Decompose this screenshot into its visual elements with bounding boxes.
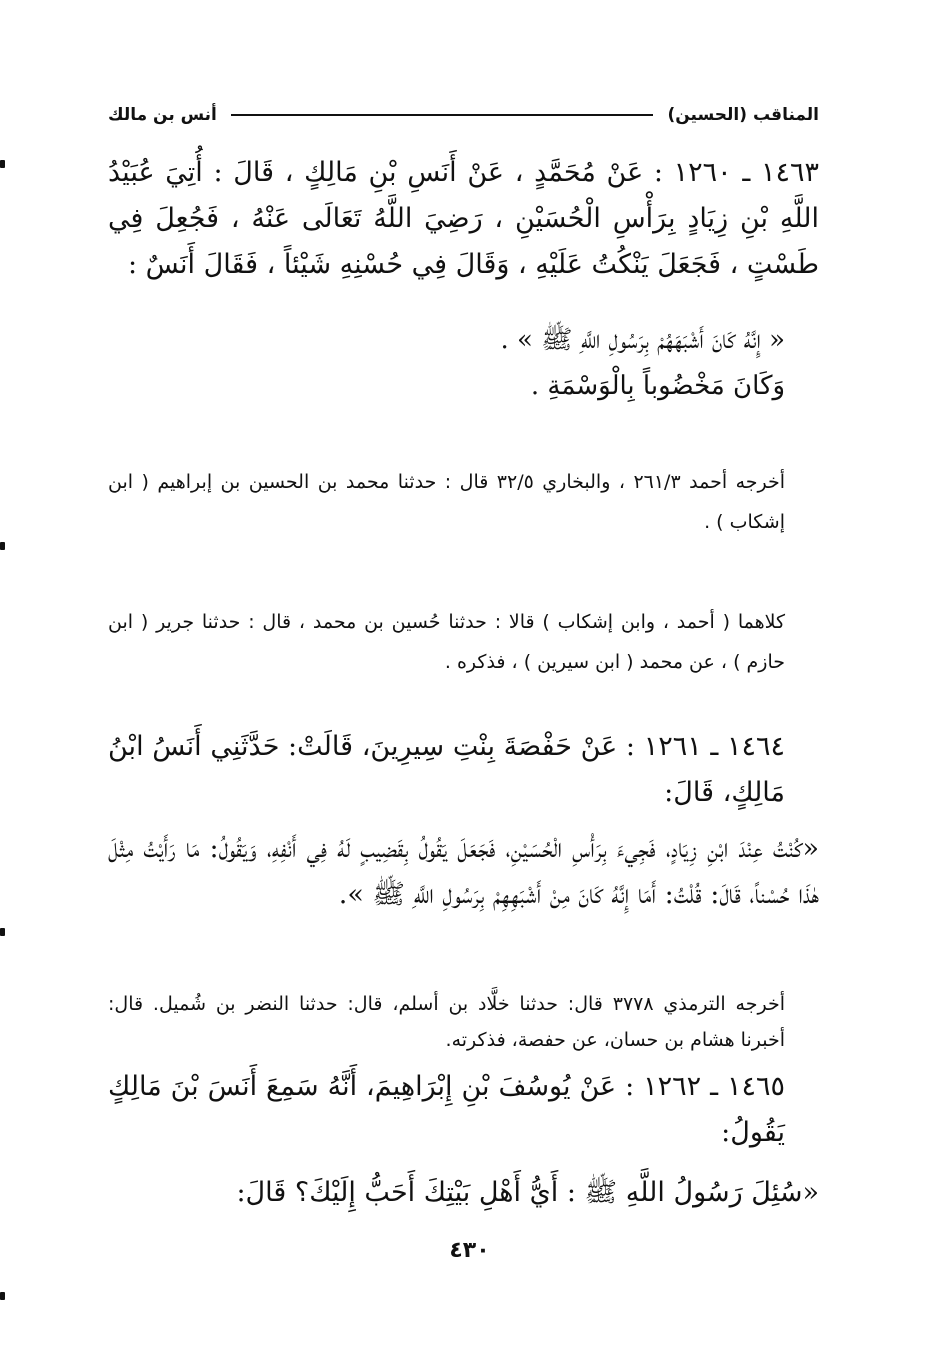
takhrij-1464: أخرجه الترمذي ٣٧٧٨ قال: حدثنا خلَّاد بن أسلم، قال: حدثنا النضر بن شُميل. قال: أخبرنا هشام بن حسان، عن حفصة، فذكرته.: [108, 993, 785, 1051]
hadith-1464-text: ١٤٦٤ ـ ١٢٦١ : عَنْ حَفْصَةَ بِنْتِ سِيرِينَ، قَالَتْ: حَدَّثَنِي أَنَسُ ابْنُ مَالِكٍ، قَالَ:: [108, 731, 785, 808]
hadith-1463-quote: « إِنَّهُ كَانَ أَشْبَهَهُمْ بِرَسُولِ اللَّهِ ﷺ » .: [500, 325, 785, 355]
hadith-1463-continuation: وَكَانَ مَخْضُوباً بِالْوَسْمَةِ .: [530, 371, 785, 401]
page-number: ٤٣٠: [449, 1238, 490, 1263]
margin-mark: [0, 160, 5, 168]
header-chapter-title: المناقب (الحسين): [667, 105, 819, 125]
takhrij-1463-a: أخرجه أحمد ٢٦١/٣ ، والبخاري ٣٢/٥ قال : حدثنا محمد بن الحسين بن إبراهيم ( ابن إشكاب ) .: [108, 471, 786, 533]
takhrij-1463-b: كلاهما ( أحمد ، وابن إشكاب ) قالا : حدثنا حُسين بن محمد ، قال : حدثنا جرير ( ابن حازم ) ، عن محمد ( ابن سيرين ) ، فذكره .: [108, 611, 785, 673]
margin-mark: [0, 1292, 5, 1300]
hadith-1463-text: ١٤٦٣ ـ ١٢٦٠ : عَنْ مُحَمَّدٍ ، عَنْ أَنَسِ بْنِ مَالِكٍ ، قَالَ : أُتِيَ عُبَيْدُ اللَّهِ بْنِ زِيَادٍ بِرَأْسِ الْحُسَيْنِ ، رَضِيَ اللَّهُ تَعَالَى عَنْهُ ، فَجُعِلَ فِي طَسْتٍ ، فَجَعَلَ يَنْكُتُ عَلَيْهِ ، وَقَالَ فِي حُسْنِهِ شَيْئاً ، فَقَالَ أَنَسٌ :: [108, 157, 819, 280]
margin-mark: [0, 928, 5, 936]
header-rule: [231, 114, 654, 116]
hadith-1465-text: ١٤٦٥ ـ ١٢٦٢ : عَنْ يُوسُفَ بْنِ إِبْرَاهِيمَ، أَنَّهُ سَمِعَ أَنَسَ بْنَ مَالِكٍ يَقُولُ:: [108, 1071, 786, 1148]
margin-mark: [0, 542, 5, 550]
header-section-title: أنس بن مالك: [108, 105, 217, 125]
hadith-1464-quote: «كُنْتُ عِنْدَ ابْنِ زِيَادٍ، فَجِيءَ بِرَأْسِ الْحُسَيْنِ، فَجَعَلَ يَقُولُ بِقَضِيبٍ لَهُ فِي أَنْفِهِ، وَيَقُولُ: مَا رَأَيْتُ مِثْلَ هٰذَا حُسْناً، قَالَ: قُلْتُ: أَمَا إِنَّهُ كَانَ مِنْ أَشْبَهِهِمْ بِرَسُولِ اللَّهِ ﷺ ».: [108, 833, 819, 910]
running-header: [108, 100, 819, 130]
hadith-1465-quote: «سُئِلَ رَسُولُ اللَّهِ ﷺ : أَيُّ أَهْلِ بَيْتِكَ أَحَبُّ إِلَيْكَ؟ قَالَ:: [236, 1177, 819, 1208]
